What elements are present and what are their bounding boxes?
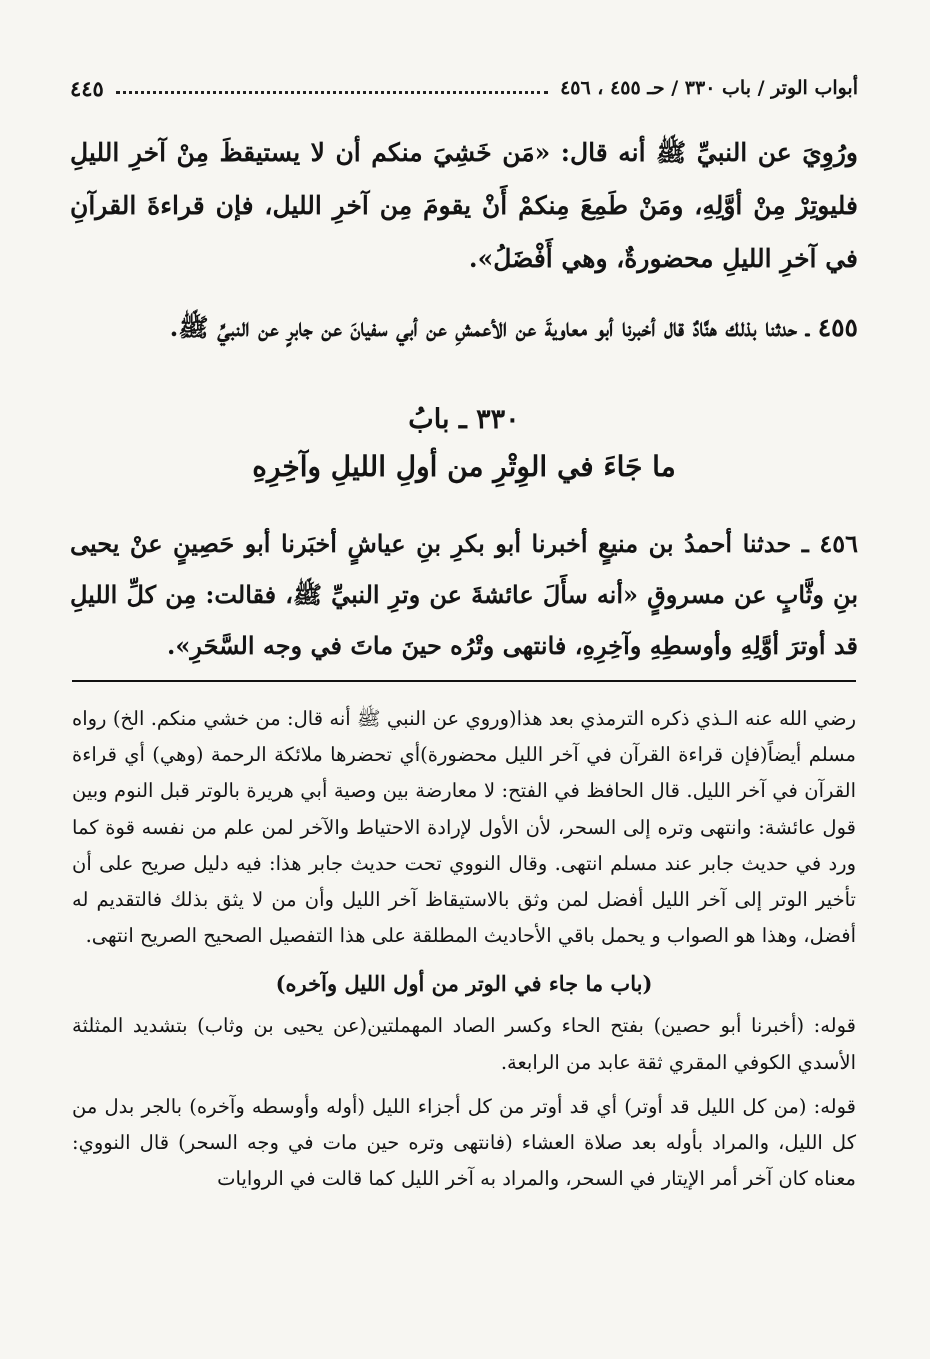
chapter-heading [70,398,858,492]
commentary [72,701,856,1197]
leader-dots [116,91,548,94]
chapter-number: ٣٣٠ ـ بابُ [408,404,520,435]
running-title: أبواب الوتر / باب ٣٣٠ / حـ ٤٥٥ ، ٤٥٦ [560,77,858,99]
hadith-text-prev: ورُوِيَ عن النبيِّ ﷺ أنه قال: «مَن خَشِيَ منكم أن لا يستيقظَ مِنْ آخرِ الليلِ فليوتِرْ مِنْ أوَّلِهِ، ومَنْ طَمِعَ مِنكمْ أَنْ يقومَ مِن آخرِ الليل، فإن قراءةَ القرآنِ في آخرِ الليلِ محضورةٌ، وهي أَفْضَلُ». [70,138,858,273]
commentary-subheading: (باب ما جاء في الوتر من أول الليل وآخره) [275,971,653,997]
hadith-456-block [70,518,858,671]
main-text [70,126,858,354]
footnote-separator [72,680,856,682]
chapter-title: ما جَاءَ في الوِتْرِ من أولِ الليلِ وآخِرِهِ [252,450,676,483]
commentary-paragraph-1: رضي الله عنه الـذي ذكره الترمذي بعد هذا(وروي عن النبي ﷺ أنه قال: من خشي منكم. الخ) رواه مسلم أيضاً(فإن قراءة القرآن في آخر الليل محضورة)أي تحضرها ملائكة الرحمة (وهي) أي قراءة القرآن في آخر الليل. قال الحافظ في الفتح: لا معارضة بين وصية أبي هريرة بالوتر قبل النوم وبين قول عائشة: وانتهى وتره إلى السحر، لأن الأول لإرادة الاحتياط والآخر لمن علم من نفسه قوة كما ورد في حديث جابر عند مسلم انتهى. وقال النووي تحت حديث جابر هذا: فيه دليل صريح على أن تأخير الوتر إلى آخر الليل أفضل لمن وثق بالاستيقاظ آخر الليل وأن من لا يثق بذلك فالتقديم له أفضل، وهذا هو الصواب و يحمل باقي الأحاديث المطلقة على هذا التفصيل الصحيح الصريح انتهى. [72,707,856,948]
running-header [70,66,858,110]
commentary-paragraph-3: قوله: (من كل الليل قد أوتر) أي قد أوتر من كل أجزاء الليل (أوله وأوسطه وآخره) بالجر بدل من كل الليل، والمراد بأوله بعد صلاة العشاء (فانتهى وتره حين مات في وجه السحر) قال النووي: معناه كان آخر أمر الإيتار في السحر، والمراد به آخر الليل كما قالت في الروايات [72,1094,856,1191]
hadith-456: ٤٥٦ ـ حدثنا أحمدُ بن منيعٍ أخبرنا أبو بكرِ بنِ عياشٍ أخبَرنا أبو حَصِينٍ عنْ يحيى بنِ وثَّابٍ عن مسروقٍ «أنه سأَلَ عائشةَ عن وترِ النبيِّ ﷺ، فقالت: مِن كلِّ الليلِ قد أوترَ أوَّلِهِ وأوسطِهِ وآخِرِهِ، فانتهى وتْرُه حينَ ماتَ في وجه السَّحَرِ». [70,529,858,660]
hadith-455: ٤٥٥ ـ حدثنا بذلك هنَّادٌ قال أخبرنا أبو معاويةَ عن الأعمشِ عن أبي سفيانَ عن جابرٍ عن النبيِّ ﷺ. [169,313,858,342]
page-number: ٤٤٥ [70,75,104,101]
commentary-paragraph-2: قوله: (أخبرنا أبو حصين) بفتح الحاء وكسر الصاد المهملتين(عن يحيى بن وثاب) بتشديد المثلثة الأسدي الكوفي المقري ثقة عابد من الرابعة. [72,1014,856,1074]
